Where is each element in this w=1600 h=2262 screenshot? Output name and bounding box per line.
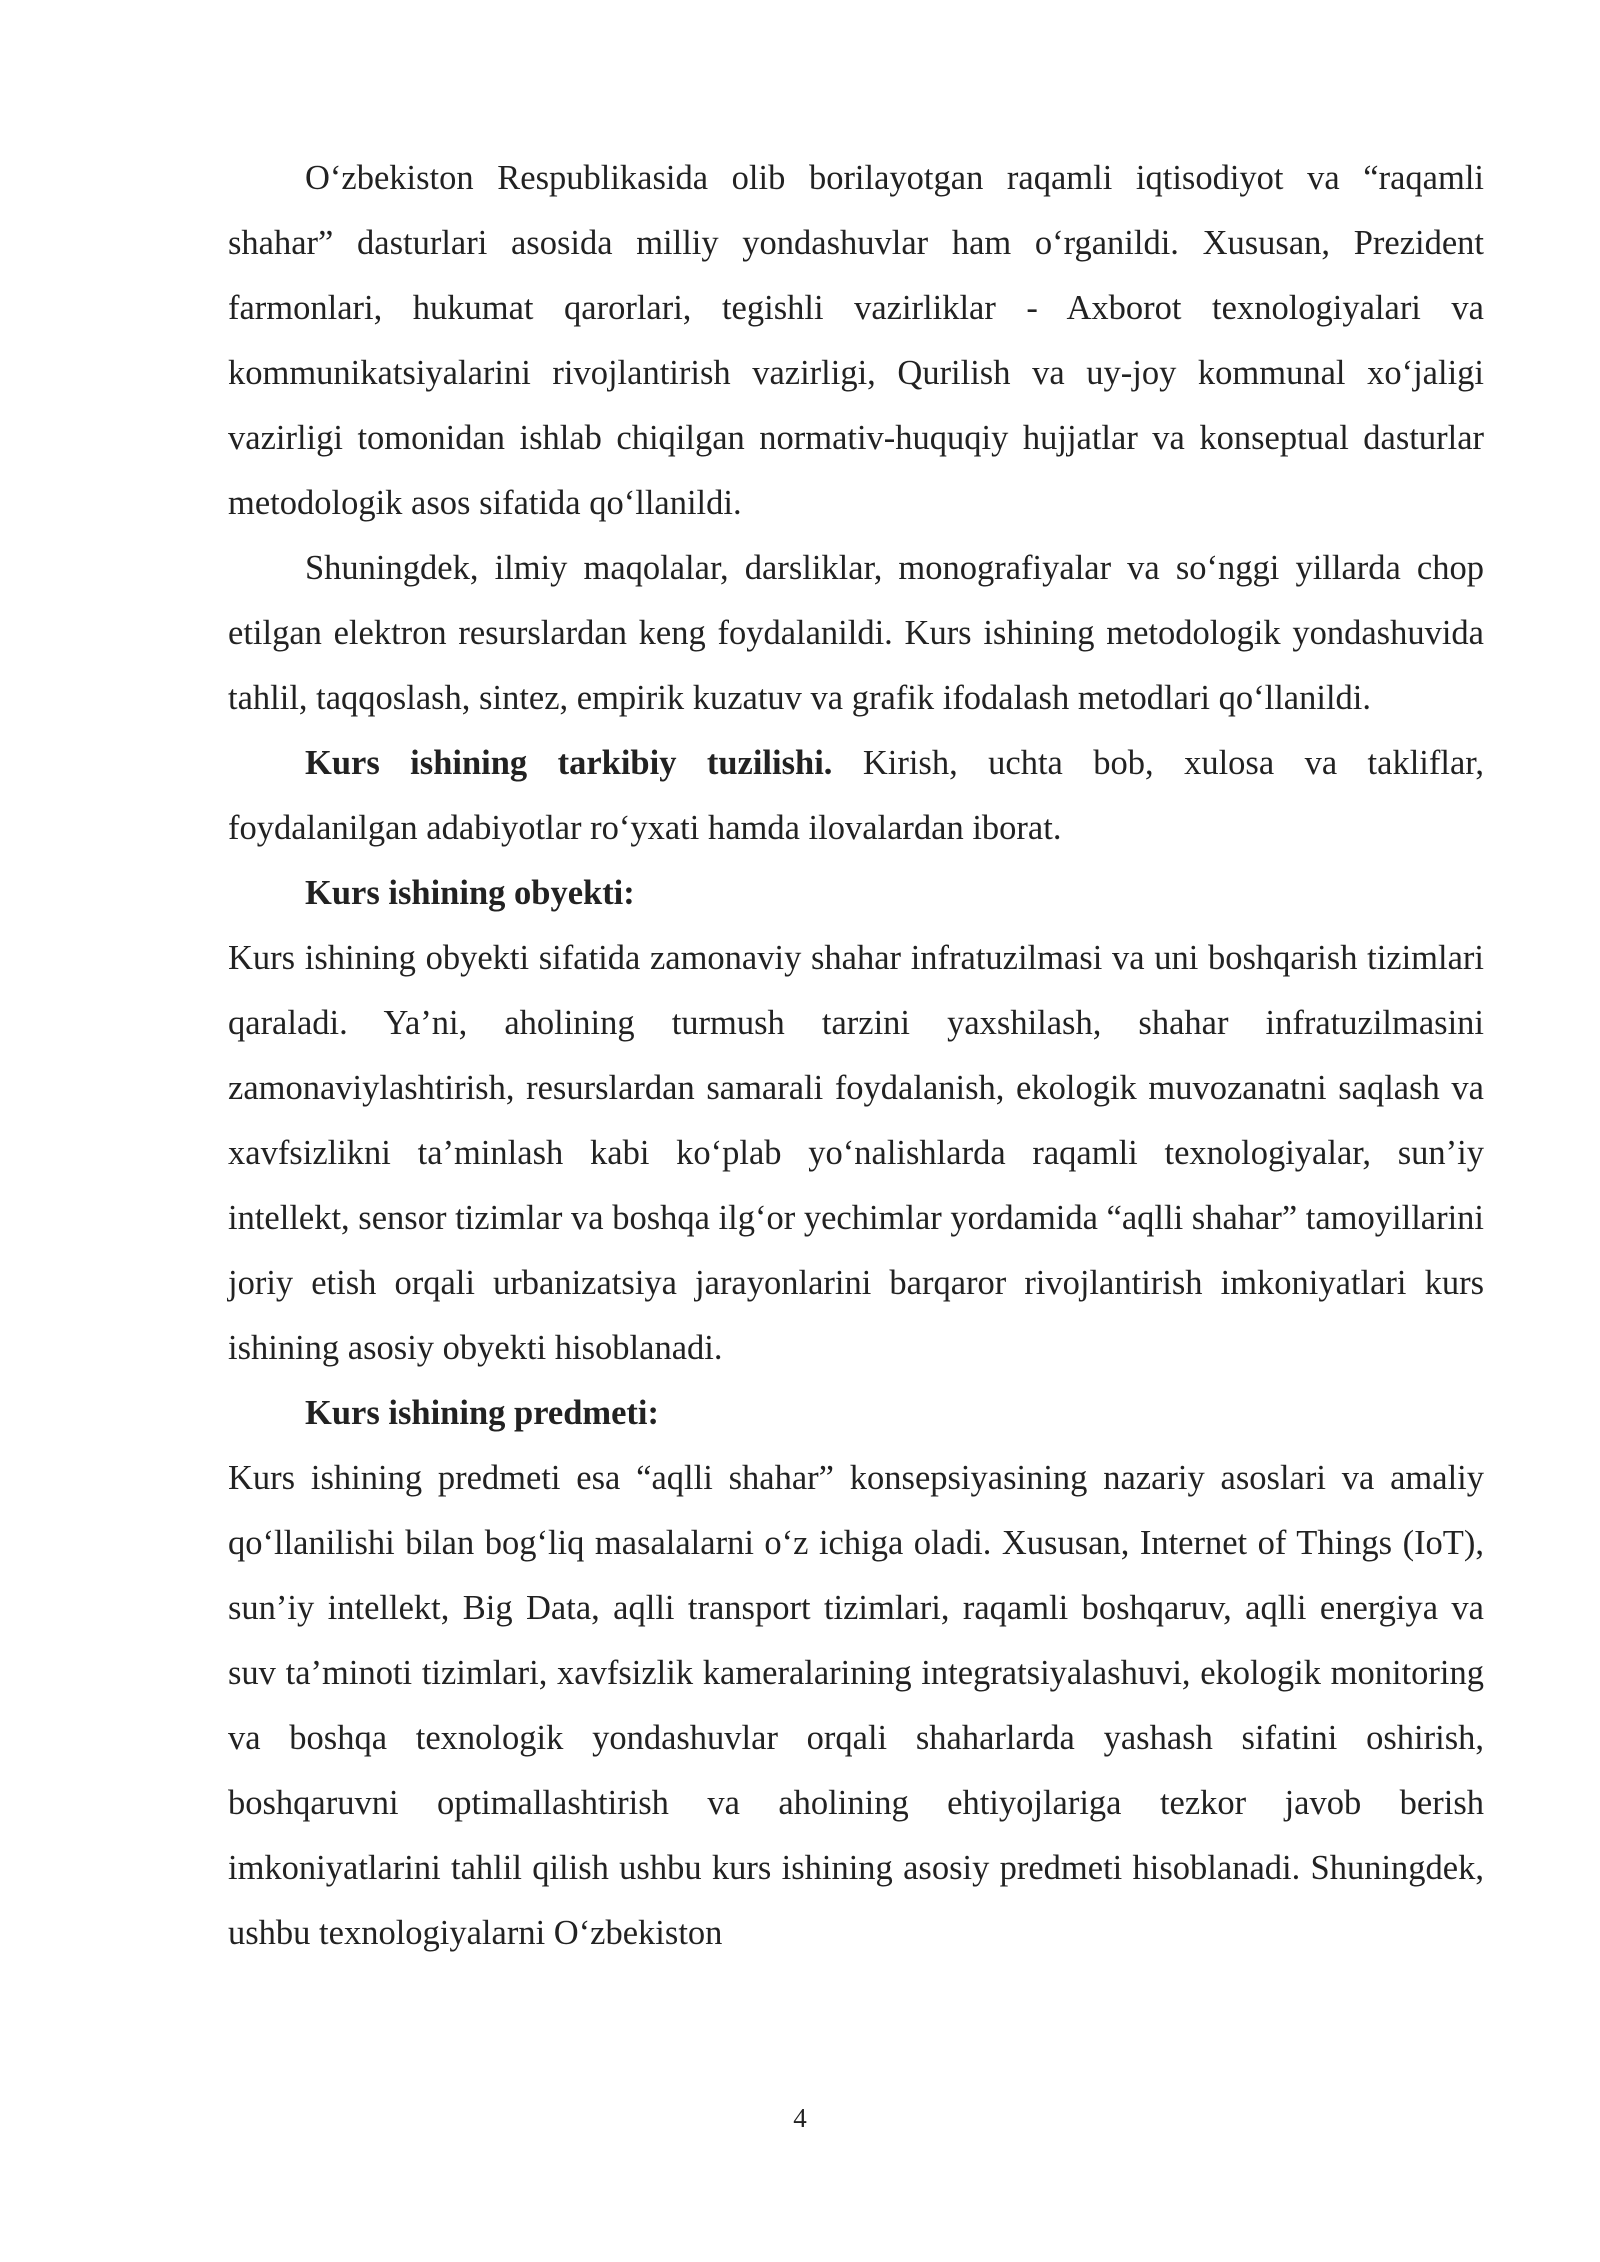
subject-heading: Kurs ishining predmeti: xyxy=(305,1394,659,1432)
structure-text: Kirish, uchta bob, xulosa va takliflar, foydalanilgan adabiyotlar ro‘yxati hamda ilovalardan iborat. xyxy=(228,744,1484,847)
paragraph-sources: Shuningdek, ilmiy maqolalar, darsliklar, monografiyalar va so‘nggi yillarda chop etilgan elektron resurslardan keng foydalanildi. Kurs ishining metodologik yondashuvida tahlil, taqqoslash, sintez, empirik kuzatuv va grafik ifodalash metodlari qo‘llanildi. xyxy=(228,549,1484,717)
paragraph-methodology-national: O‘zbekiston Respublikasida olib borilayotgan raqamli iqtisodiyot va “raqamli shahar” dasturlari asosida milliy yondashuvlar ham o‘rganildi. Xususan, Prezident farmonlari, hukumat qarorlari, tegishli vazirliklar - Axborot texnologiyalari va kommunikatsiyalarini rivojlantirish vazirligi, Qurilish va uy-joy kommunal xo‘jaligi vazirligi tomonidan ishlab chiqilgan normativ-huquqiy hujjatlar va konseptual dasturlar metodologik asos sifatida qo‘llanildi. xyxy=(228,159,1484,522)
page-body xyxy=(228,146,1484,1966)
object-paragraph: Kurs ishining obyekti sifatida zamonaviy shahar infratuzilmasi va uni boshqarish tizimlari qaraladi. Ya’ni, aholining turmush tarzini yaxshilash, shahar infratuzilmasini zamonaviylashtirish, resurslardan samarali foydalanish, ekologik muvozanatni saqlash va xavfsizlikni ta’minlash kabi ko‘plab yo‘nalishlarda raqamli texnologiyalar, sun’iy intellekt, sensor tizimlar va boshqa ilg‘or yechimlar yordamida “aqlli shahar” tamoyillarini joriy etish orqali urbanizatsiya jarayonlarini barqaror rivojlantirish imkoniyatlari kurs ishining asosiy obyekti hisoblanadi. xyxy=(228,939,1484,1367)
paragraph-structure xyxy=(228,731,1484,861)
object-heading: Kurs ishining obyekti: xyxy=(305,874,635,912)
page-number: 4 xyxy=(793,2103,807,2133)
structure-label: Kurs ishining tarkibiy tuzilishi. xyxy=(305,744,833,782)
subject-paragraph: Kurs ishining predmeti esa “aqlli shahar” konsepsiyasining nazariy asoslari va amaliy qo‘llanilishi bilan bog‘liq masalalarni o‘z ichiga oladi. Xususan, Internet of Things (IoT), sun’iy intellekt, Big Data, aqlli transport tizimlari, raqamli boshqaruv, aqlli energiya va suv ta’minoti tizimlari, xavfsizlik kameralarining integratsiyalashuvi, ekologik monitoring va boshqa texnologik yondashuvlar orqali shaharlarda yashash sifatini oshirish, boshqaruvni optimallashtirish va aholining ehtiyojlariga tezkor javob berish imkoniyatlarini tahlil qilish ushbu kurs ishining asosiy predmeti hisoblanadi. Shuningdek, ushbu texnologiyalarni O‘zbekiston xyxy=(228,1459,1484,1952)
